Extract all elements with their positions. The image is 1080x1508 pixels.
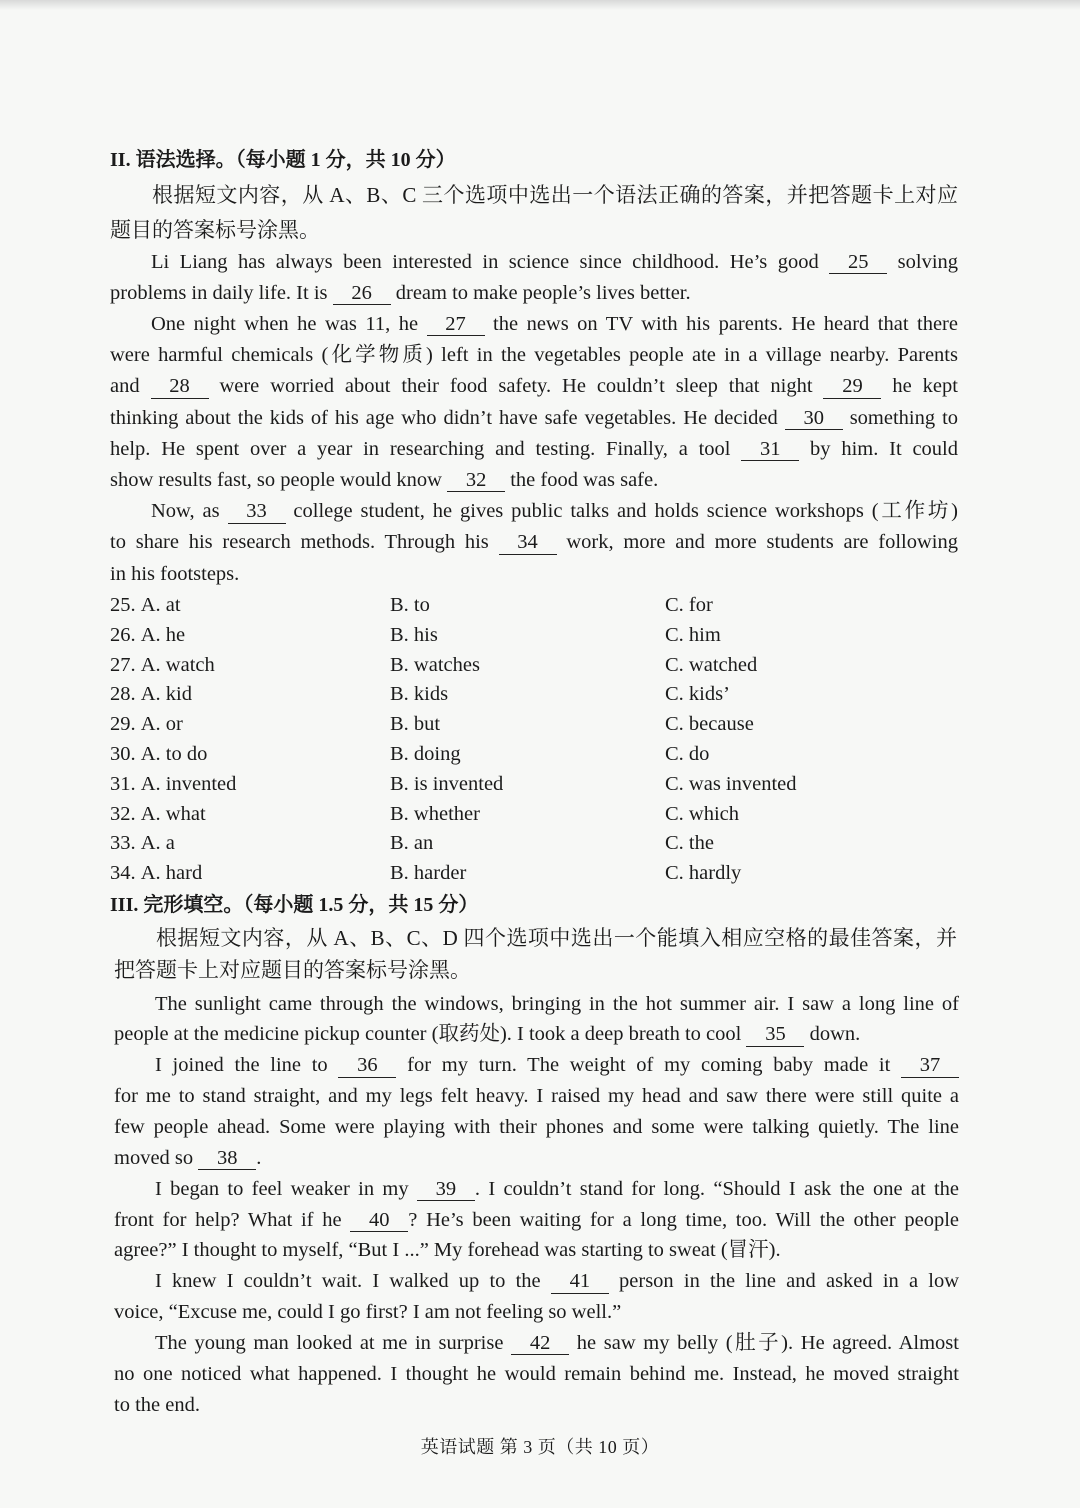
line-text: something to — [842, 406, 959, 429]
answer-blank-28: 28 — [151, 376, 209, 399]
line-text: solving — [887, 250, 959, 273]
line-text: I joined the line to — [155, 1054, 339, 1077]
option-b: B. but — [390, 713, 441, 736]
answer-blank-32: 32 — [447, 470, 505, 493]
option-cell-c — [665, 651, 958, 681]
option-a: A. or — [140, 713, 183, 736]
line-text: college student, he gives public talks and holds science workshops (工作坊) — [285, 500, 958, 523]
text-line — [110, 340, 958, 371]
line-text: the food was safe. — [505, 468, 659, 491]
page-footer: 英语试题 第 3 页（共 10 页） — [420, 1437, 660, 1457]
text-line — [110, 371, 958, 402]
option-cell-a — [110, 770, 390, 800]
question-row — [110, 591, 958, 621]
paragraph — [114, 989, 959, 1051]
option-a: A. to do — [140, 742, 208, 765]
line-text: ? He’s been waiting for a long time, too. Will the other people — [408, 1208, 959, 1231]
option-c: C. was invented — [665, 772, 797, 795]
text-line — [114, 1205, 959, 1236]
section-ii-instructions — [110, 178, 958, 247]
line-text: for my turn. The weight of my coming baby made it — [396, 1054, 902, 1077]
answer-blank-33: 33 — [228, 501, 286, 524]
line-text: The young man looked at me in surprise — [155, 1331, 512, 1354]
answer-blank-30: 30 — [785, 408, 843, 431]
line-text: to share his research methods. Through his — [110, 531, 499, 554]
option-cell-b — [390, 651, 665, 681]
option-cell-a — [110, 859, 390, 889]
option-a: A. invented — [140, 772, 237, 795]
line-text: agree?” I thought to myself, “But I ...” My forehead was starting to sweat (冒汗). — [114, 1239, 781, 1262]
option-a: A. hard — [140, 862, 203, 885]
option-cell-c — [665, 621, 958, 651]
paragraph — [110, 309, 958, 496]
text-line — [114, 1390, 959, 1421]
option-c: C. watched — [665, 653, 758, 676]
option-b: B. doing — [390, 742, 461, 765]
option-a: A. a — [140, 832, 175, 855]
line-text: to the end. — [114, 1393, 200, 1416]
option-cell-c — [665, 710, 958, 740]
line-text: Now, as — [151, 500, 228, 523]
section-iii-passage — [114, 989, 959, 1421]
line-text: work, more and more students are following — [556, 531, 958, 554]
text-line — [114, 989, 959, 1020]
paragraph — [114, 1174, 959, 1267]
line-text: problems in daily life. It is — [110, 281, 333, 304]
option-cell-c — [665, 829, 958, 859]
option-cell-c — [665, 800, 958, 830]
question-row — [110, 800, 958, 830]
line-text: in his footsteps. — [110, 562, 240, 585]
option-c: C. which — [665, 802, 740, 825]
text-line — [114, 1359, 959, 1390]
line-text: 根据短文内容，从 A、B、C、D 四个选项中选出一个能填入相应空格的最佳答案，并 — [156, 926, 957, 950]
answer-blank-39: 39 — [417, 1179, 475, 1202]
line-text: 题目的答案标号涂黑。 — [110, 217, 320, 242]
answer-blank-41: 41 — [551, 1271, 609, 1294]
text-line — [110, 527, 958, 558]
text-line — [110, 403, 958, 434]
option-cell-a — [110, 829, 390, 859]
line-text: down. — [804, 1023, 861, 1046]
question-number: 25. — [110, 594, 136, 616]
option-cell-c — [665, 859, 958, 889]
answer-blank-38: 38 — [198, 1148, 256, 1171]
answer-blank-36: 36 — [338, 1055, 396, 1078]
line-text: and — [110, 375, 151, 398]
line-text: people at the medicine pickup counter (取药处). I took a deep breath to cool — [114, 1023, 747, 1046]
section-iii-heading: III. 完形填空。（每小题 1.5 分，共 15 分） — [110, 894, 479, 916]
question-number: 28. — [110, 683, 136, 706]
option-a: A. he — [140, 623, 186, 646]
line-text: . — [256, 1146, 262, 1169]
text-line — [110, 559, 958, 590]
option-a: A. what — [140, 802, 206, 825]
line-text: the news on TV with his parents. He heard that there — [484, 312, 958, 335]
option-b: B. is invented — [390, 772, 504, 795]
text-line — [114, 954, 957, 986]
option-c: C. do — [665, 742, 710, 765]
question-row — [110, 829, 958, 859]
option-cell-b — [390, 680, 665, 710]
text-line — [110, 309, 958, 340]
line-text: front for help? What if he — [114, 1208, 351, 1231]
line-text: were worried about their food safety. He couldn’t sleep that night — [208, 375, 824, 398]
paragraph — [114, 1050, 959, 1173]
option-b: B. to — [390, 594, 430, 616]
option-cell-a — [110, 800, 390, 830]
line-text: help. He spent over a year in researching and testing. Finally, a tool — [110, 437, 742, 460]
question-row — [110, 740, 958, 770]
line-text: were harmful chemicals (化学物质) left in the vegetables people ate in a village nearby. Parents — [110, 344, 958, 367]
line-text: I began to feel weaker in my — [155, 1177, 417, 1200]
option-c: C. kids’ — [665, 683, 730, 706]
question-number: 33. — [110, 832, 136, 855]
section-ii-passage — [110, 247, 958, 590]
text-line — [114, 1112, 959, 1143]
scan-edge — [0, 0, 1080, 10]
line-text: for me to stand straight, and my legs felt heavy. I raised my head and saw there were still quite a — [114, 1085, 959, 1108]
line-text: thinking about the kids of his age who didn’t have safe vegetables. He decided — [110, 406, 785, 429]
answer-blank-37: 37 — [901, 1055, 959, 1078]
option-c: C. because — [665, 713, 754, 736]
answer-blank-31: 31 — [741, 439, 799, 462]
question-number: 34. — [110, 862, 136, 885]
question-row — [110, 621, 958, 651]
option-c: C. the — [665, 832, 714, 855]
question-number: 27. — [110, 653, 136, 676]
option-cell-c — [665, 770, 958, 800]
text-line — [110, 247, 958, 278]
question-number: 26. — [110, 623, 136, 646]
paragraph — [114, 1266, 959, 1328]
option-a: A. at — [140, 594, 181, 616]
question-number: 29. — [110, 713, 136, 736]
text-line — [110, 278, 958, 309]
option-b: B. an — [390, 832, 434, 855]
option-cell-b — [390, 859, 665, 889]
option-cell-b — [390, 770, 665, 800]
text-line — [114, 1050, 959, 1081]
answer-blank-42: 42 — [511, 1333, 569, 1356]
option-cell-c — [665, 740, 958, 770]
option-a: A. watch — [140, 653, 215, 676]
answer-blank-25: 25 — [829, 252, 887, 275]
text-line — [114, 922, 957, 954]
paragraph — [110, 496, 958, 590]
question-row — [110, 651, 958, 681]
option-cell-a — [110, 680, 390, 710]
option-cell-b — [390, 829, 665, 859]
answer-blank-40: 40 — [350, 1210, 408, 1233]
text-line — [114, 1297, 959, 1328]
option-cell-b — [390, 621, 665, 651]
option-cell-a — [110, 621, 390, 651]
line-text: no one noticed what happened. I thought he would remain behind me. Instead, he moved straight — [114, 1362, 959, 1385]
question-row — [110, 710, 958, 740]
question-row — [110, 680, 958, 710]
option-cell-a — [110, 710, 390, 740]
line-text: dream to make people’s lives better. — [390, 281, 691, 304]
line-text: show results fast, so people would know — [110, 468, 448, 491]
option-cell-b — [390, 800, 665, 830]
text-line — [114, 1019, 959, 1050]
paragraph — [110, 178, 958, 247]
question-row — [110, 770, 958, 800]
option-cell-b — [390, 591, 665, 621]
option-cell-a — [110, 740, 390, 770]
option-b: B. harder — [390, 862, 467, 885]
paragraph — [114, 1328, 959, 1421]
option-b: B. kids — [390, 683, 449, 706]
line-text: voice, “Excuse me, could I go first? I am not feeling so well.” — [114, 1301, 622, 1324]
text-line — [114, 1235, 959, 1266]
answer-blank-26: 26 — [333, 283, 391, 306]
paragraph — [114, 922, 957, 986]
option-cell-c — [665, 680, 958, 710]
question-number: 31. — [110, 772, 136, 795]
answer-blank-29: 29 — [823, 376, 881, 399]
line-text: moved so — [114, 1146, 199, 1169]
text-line — [114, 1266, 959, 1297]
line-text: 根据短文内容，从 A、B、C 三个选项中选出一个语法正确的答案，并把答题卡上对应 — [152, 183, 958, 207]
answer-blank-27: 27 — [427, 314, 485, 337]
line-text: few people ahead. Some were playing with their phones and some were talking quietly. The line — [114, 1115, 959, 1138]
text-line — [110, 434, 958, 465]
text-line — [114, 1174, 959, 1205]
answer-blank-35: 35 — [746, 1024, 804, 1047]
answer-blank-34: 34 — [499, 532, 557, 555]
paragraph — [110, 247, 958, 309]
option-cell-b — [390, 710, 665, 740]
line-text: 把答题卡上对应题目的答案标号涂黑。 — [114, 958, 471, 982]
question-number: 30. — [110, 742, 136, 765]
line-text: One night when he was 11, he — [151, 312, 427, 335]
section-ii-options — [110, 591, 958, 889]
text-line — [110, 465, 958, 496]
section-ii-heading: II. 语法选择。（每小题 1 分，共 10 分） — [110, 149, 456, 171]
option-c: C. hardly — [665, 862, 742, 885]
line-text: The sunlight came through the windows, bringing in the hot summer air. I saw a long line of — [155, 992, 959, 1015]
question-number: 32. — [110, 802, 136, 825]
option-cell-a — [110, 591, 390, 621]
option-b: B. his — [390, 623, 438, 646]
line-text: Li Liang has always been interested in science since childhood. He’s good — [151, 250, 830, 273]
line-text: . I couldn’t stand for long. “Should I ask the one at the — [474, 1177, 959, 1200]
text-line — [110, 178, 958, 213]
line-text: he saw my belly (肚子). He agreed. Almost — [569, 1331, 959, 1354]
text-line — [110, 496, 958, 527]
question-row — [110, 859, 958, 889]
line-text: he kept — [881, 375, 958, 398]
text-line — [114, 1143, 959, 1174]
option-cell-a — [110, 651, 390, 681]
text-line — [114, 1081, 959, 1112]
line-text: person in the line and asked in a low — [608, 1270, 960, 1293]
option-c: C. him — [665, 623, 721, 646]
option-b: B. whether — [390, 802, 480, 825]
line-text: by him. It could — [799, 437, 958, 460]
section-iii-instructions — [114, 922, 957, 986]
line-text: I knew I couldn’t wait. I walked up to the — [155, 1270, 551, 1293]
option-c: C. for — [665, 594, 713, 616]
option-cell-c — [665, 591, 958, 621]
text-line — [114, 1328, 959, 1359]
option-cell-b — [390, 740, 665, 770]
option-b: B. watches — [390, 653, 480, 676]
text-line — [110, 213, 958, 248]
option-a: A. kid — [140, 683, 192, 706]
